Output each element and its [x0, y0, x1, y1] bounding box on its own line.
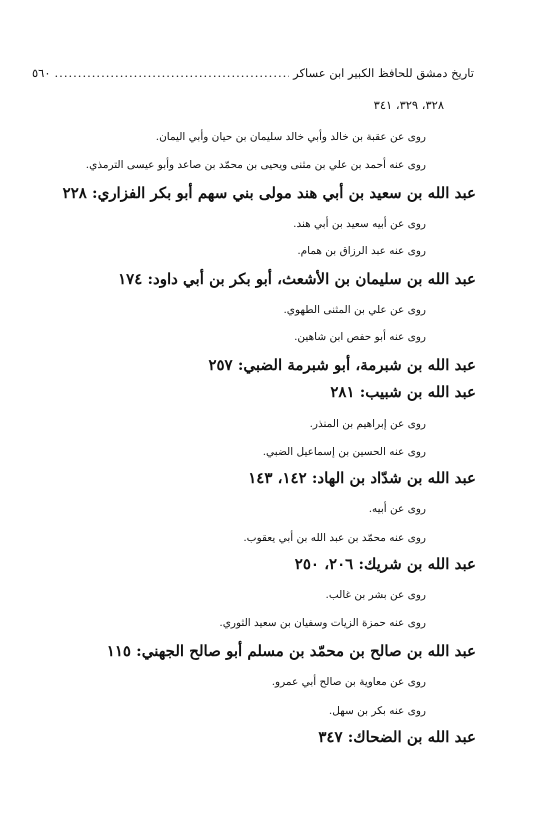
narrated-by-line: روى عنه بكر بن سهل.	[328, 705, 426, 717]
narrated-by-line: روى عنه محمّد بن عبد الله بن أبي يعقوب.	[243, 532, 426, 544]
narrated-by-line: روى عنه حمزة الزيات وسفيان بن سعيد الثوري.	[219, 617, 426, 629]
index-entry: عبد الله بن شدّاد بن الهاد: ١٤٢، ١٤٣	[248, 469, 476, 487]
narrated-by-line: روى عنه الحسين بن إسماعيل الضبي.	[262, 446, 426, 458]
narrated-from-line: روى عن علي بن المثنى الطهوي.	[283, 304, 426, 316]
index-entry: عبد الله بن سليمان بن الأشعث، أبو بكر بن أبي داود: ١٧٤	[118, 270, 476, 288]
narrated-by-line: روى عنه عبد الرزاق بن همام.	[297, 245, 426, 257]
narrated-from-line: روى عن إبراهيم بن المنذر.	[309, 418, 426, 430]
index-entry: عبد الله بن صالح بن محمّد بن مسلم أبو صالح الجهني: ١١٥	[106, 642, 476, 660]
narrated-from-line: روى عن بشر بن غالب.	[325, 589, 426, 601]
narrated-by-line: روى عنه أحمد بن علي بن مثنى ويحيى بن محمّد بن صاعد وأبو عيسى الترمذي.	[85, 159, 426, 171]
narrated-by-line: روى عنه أبو حفص ابن شاهين.	[294, 331, 426, 343]
narrated-from-line: روى عن أبيه.	[368, 503, 426, 515]
narrated-from-line: روى عن أبيه سعيد بن أبي هند.	[293, 218, 426, 230]
dot-leader	[55, 66, 290, 80]
narrated-from-line: روى عن عقبة بن خالد وأبي خالد سليمان بن حيان وأبي اليمان.	[155, 131, 426, 143]
index-entry: عبد الله بن شبرمة، أبو شبرمة الضبي: ٢٥٧	[208, 356, 476, 374]
index-entry: عبد الله بن شبيب: ٢٨١	[330, 383, 476, 401]
book-title: تاريخ دمشق للحافظ الكبير ابن عساكر	[293, 66, 474, 80]
page-number: ٥٦٠	[32, 66, 51, 80]
entry-continuation: ٣٢٨، ٣٢٩، ٣٤١	[373, 98, 444, 112]
running-header	[32, 66, 474, 86]
index-entry: عبد الله بن الضحاك: ٣٤٧	[318, 728, 476, 746]
narrated-from-line: روى عن معاوية بن صالح أبي عمرو.	[271, 676, 426, 688]
index-entry: عبد الله بن شريك: ٢٠٦، ٢٥٠	[294, 555, 476, 573]
index-entry: عبد الله بن سعيد بن أبي هند مولى بني سهم أبو بكر الفزاري: ٢٢٨	[62, 184, 476, 202]
